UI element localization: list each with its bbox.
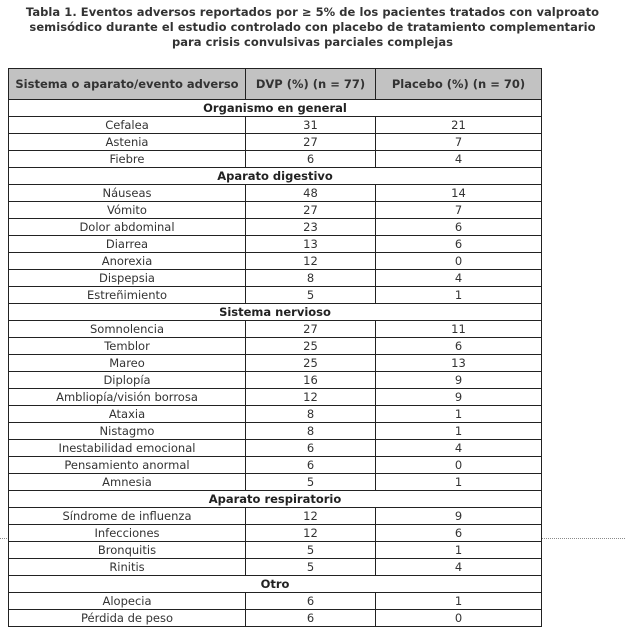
dvp-value: 27	[246, 134, 376, 151]
event-cell: Pérdida de peso	[9, 610, 246, 627]
placebo-value: 6	[376, 219, 542, 236]
section-row	[9, 100, 542, 117]
table-row	[9, 610, 542, 627]
table-row	[9, 542, 542, 559]
dvp-value: 6	[246, 440, 376, 457]
footnote-fragment	[22, 628, 625, 635]
event-cell: Síndrome de influenza	[9, 508, 246, 525]
dvp-value: 5	[246, 542, 376, 559]
dvp-value: 6	[246, 457, 376, 474]
dvp-value: 16	[246, 372, 376, 389]
placebo-value: 4	[376, 559, 542, 576]
event-cell: Pensamiento anormal	[9, 457, 246, 474]
event-cell: Amnesia	[9, 474, 246, 491]
event-cell: Dispepsia	[9, 270, 246, 287]
event-cell: Astenia	[9, 134, 246, 151]
dvp-value: 27	[246, 202, 376, 219]
placebo-value: 1	[376, 423, 542, 440]
placebo-value: 0	[376, 253, 542, 270]
event-cell: Ambliopía/visión borrosa	[9, 389, 246, 406]
placebo-value: 6	[376, 338, 542, 355]
placebo-value: 0	[376, 610, 542, 627]
event-cell: Bronquitis	[9, 542, 246, 559]
section-row	[9, 168, 542, 185]
caption-line: Tabla 1. Eventos adversos reportados por ≥ 5% de los pacientes tratados con valproato	[25, 5, 600, 19]
event-cell: Diplopía	[9, 372, 246, 389]
table-row	[9, 321, 542, 338]
event-cell: Somnolencia	[9, 321, 246, 338]
placebo-value: 7	[376, 134, 542, 151]
table-row	[9, 559, 542, 576]
placebo-value: 6	[376, 525, 542, 542]
table-row	[9, 219, 542, 236]
dvp-value: 13	[246, 236, 376, 253]
event-cell: Ataxia	[9, 406, 246, 423]
dvp-value: 6	[246, 593, 376, 610]
table-row	[9, 440, 542, 457]
placebo-value: 21	[376, 117, 542, 134]
placebo-value: 13	[376, 355, 542, 372]
table-row	[9, 508, 542, 525]
placebo-value: 7	[376, 202, 542, 219]
dvp-value: 5	[246, 559, 376, 576]
table-row	[9, 457, 542, 474]
section-row	[9, 491, 542, 508]
section-title: Organismo en general	[9, 100, 542, 117]
dvp-value: 12	[246, 253, 376, 270]
table-row	[9, 117, 542, 134]
dvp-value: 8	[246, 406, 376, 423]
placebo-value: 14	[376, 185, 542, 202]
table-row	[9, 389, 542, 406]
placebo-value: 1	[376, 593, 542, 610]
dvp-value: 25	[246, 338, 376, 355]
placebo-value: 1	[376, 474, 542, 491]
dvp-value: 6	[246, 151, 376, 168]
table-caption	[4, 5, 621, 50]
section-title: Otro	[9, 576, 542, 593]
placebo-value: 9	[376, 508, 542, 525]
placebo-value: 9	[376, 389, 542, 406]
event-cell: Temblor	[9, 338, 246, 355]
table-row	[9, 185, 542, 202]
event-cell: Vómito	[9, 202, 246, 219]
dvp-value: 12	[246, 389, 376, 406]
placebo-value: 4	[376, 270, 542, 287]
table-row	[9, 287, 542, 304]
dvp-value: 27	[246, 321, 376, 338]
caption-line: para crisis convulsivas parciales complejas	[171, 35, 454, 49]
dvp-value: 48	[246, 185, 376, 202]
event-cell: Dolor abdominal	[9, 219, 246, 236]
table-row	[9, 151, 542, 168]
event-cell: Diarrea	[9, 236, 246, 253]
placebo-value: 1	[376, 406, 542, 423]
table-row	[9, 202, 542, 219]
table-row	[9, 406, 542, 423]
section-row	[9, 576, 542, 593]
event-cell: Inestabilidad emocional	[9, 440, 246, 457]
section-title: Aparato digestivo	[9, 168, 542, 185]
table-row	[9, 474, 542, 491]
table-row	[9, 134, 542, 151]
table-row	[9, 593, 542, 610]
placebo-value: 11	[376, 321, 542, 338]
event-cell: Mareo	[9, 355, 246, 372]
table-row	[9, 236, 542, 253]
table-body	[9, 100, 542, 627]
table-row	[9, 270, 542, 287]
table-row	[9, 338, 542, 355]
placebo-value: 6	[376, 236, 542, 253]
table-row	[9, 372, 542, 389]
dvp-value: 5	[246, 287, 376, 304]
dvp-value: 12	[246, 525, 376, 542]
table-row	[9, 253, 542, 270]
placebo-value: 1	[376, 287, 542, 304]
placebo-value: 1	[376, 542, 542, 559]
section-title: Sistema nervioso	[9, 304, 542, 321]
header-system: Sistema o aparato/evento adverso	[9, 69, 246, 100]
dvp-value: 31	[246, 117, 376, 134]
event-cell: Cefalea	[9, 117, 246, 134]
event-cell: Anorexia	[9, 253, 246, 270]
event-cell: Fiebre	[9, 151, 246, 168]
event-cell: Nistagmo	[9, 423, 246, 440]
dvp-value: 8	[246, 270, 376, 287]
header-row	[9, 69, 542, 100]
event-cell: Estreñimiento	[9, 287, 246, 304]
event-cell: Rinitis	[9, 559, 246, 576]
event-cell: Infecciones	[9, 525, 246, 542]
dvp-value: 25	[246, 355, 376, 372]
placebo-value: 4	[376, 151, 542, 168]
table-row	[9, 423, 542, 440]
dvp-value: 8	[246, 423, 376, 440]
header-dvp: DVP (%) (n = 77)	[246, 69, 376, 100]
placebo-value: 0	[376, 457, 542, 474]
header-placebo: Placebo (%) (n = 70)	[376, 69, 542, 100]
placebo-value: 9	[376, 372, 542, 389]
event-cell: Náuseas	[9, 185, 246, 202]
placebo-value: 4	[376, 440, 542, 457]
dvp-value: 23	[246, 219, 376, 236]
dvp-value: 12	[246, 508, 376, 525]
table-row	[9, 355, 542, 372]
table-row	[9, 525, 542, 542]
section-row	[9, 304, 542, 321]
dvp-value: 6	[246, 610, 376, 627]
caption-line: semisódico durante el estudio controlado con placebo de tratamiento complementario	[29, 20, 596, 34]
adverse-events-table	[8, 68, 542, 627]
event-cell: Alopecia	[9, 593, 246, 610]
dvp-value: 5	[246, 474, 376, 491]
section-title: Aparato respiratorio	[9, 491, 542, 508]
